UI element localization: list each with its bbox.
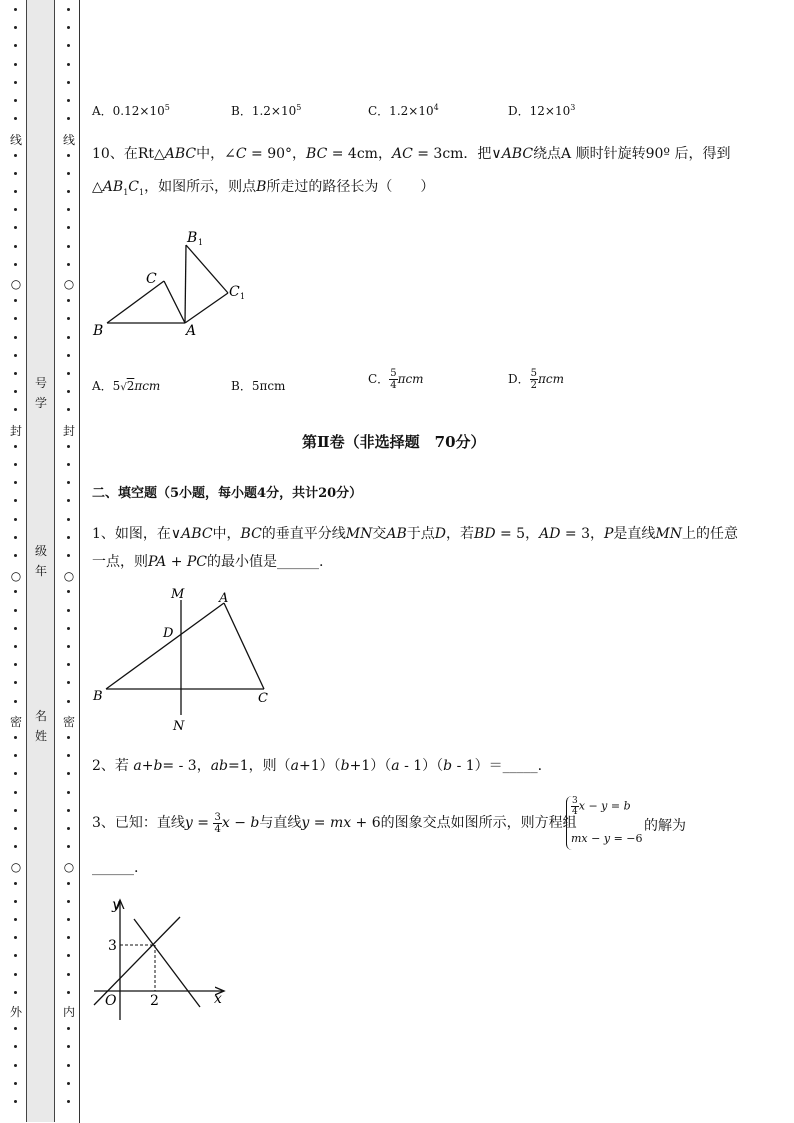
binding-dot (67, 554, 70, 557)
q1-label-c: C (258, 691, 268, 706)
part-2-heading: 第Ⅱ卷（非选择题 70分） (302, 433, 486, 451)
q3-label-2: 2 (150, 993, 159, 1009)
q10-label-c1-sub: 1 (240, 292, 246, 301)
left-mark-line: 线 (9, 133, 22, 147)
binding-dot (67, 226, 70, 229)
q10-option-d: D． $\frac{5}{2}$ πcm (508, 368, 564, 391)
left-mark-circle-1: ○ (10, 277, 22, 291)
binding-dot (67, 336, 70, 339)
q1-label-m: M (171, 587, 185, 602)
binding-dot (14, 336, 17, 339)
binding-dot (67, 481, 70, 484)
binding-dot (67, 154, 70, 157)
right-mark-line: 线 (62, 133, 75, 147)
binding-dot (67, 263, 70, 266)
binding-dot (14, 772, 17, 775)
left-mark-outer: 外 (9, 1005, 22, 1019)
binding-dot (67, 1027, 70, 1030)
binding-dot (67, 81, 70, 84)
binding-dot (14, 973, 17, 976)
label-ji: 级 (34, 544, 47, 558)
binding-dot (14, 991, 17, 994)
binding-dot (14, 954, 17, 957)
binding-dot (67, 900, 70, 903)
binding-dot (67, 845, 70, 848)
binding-dot (14, 900, 17, 903)
binding-dot (14, 791, 17, 794)
q3-solution-text: 的解为 (644, 818, 686, 834)
q10-option-b: B．5πcm (231, 379, 286, 393)
label-nian: 年 (34, 564, 47, 578)
binding-margin (0, 0, 82, 1123)
binding-dot (67, 791, 70, 794)
name-strip (26, 0, 55, 1122)
q3-label-origin: O (105, 993, 117, 1009)
binding-dot (14, 536, 17, 539)
binding-dot (14, 700, 17, 703)
q10-option-c: C． $\frac{5}{4}$ πcm (368, 368, 424, 391)
q3-system-eq-1: $\frac{3}{4}$ x − y = b (572, 796, 631, 817)
binding-dot (67, 882, 70, 885)
q1-line-1: 1、如图，在∨ABC中，BC的垂直平分线MN交AB于点D，若BD = 5，AD = 3，P是直线MN上的任意 (92, 526, 738, 542)
right-mark-circle-3: ○ (63, 860, 75, 874)
binding-dot (67, 518, 70, 521)
binding-dot (14, 117, 17, 120)
section-2-title: 二、填空题（5小题，每小题4分，共计20分） (92, 486, 363, 501)
binding-dot (14, 299, 17, 302)
binding-dot (67, 99, 70, 102)
binding-dot (14, 627, 17, 630)
binding-dot (14, 1100, 17, 1103)
right-mark-circle-2: ○ (63, 569, 75, 583)
binding-dot (67, 736, 70, 739)
binding-dot (14, 918, 17, 921)
binding-dot (67, 117, 70, 120)
binding-dot (14, 845, 17, 848)
binding-dot (67, 645, 70, 648)
binding-dot (67, 408, 70, 411)
binding-dot (14, 44, 17, 47)
left-mark-seal: 封 (9, 424, 22, 438)
binding-dot (67, 663, 70, 666)
binding-dot (14, 81, 17, 84)
left-mark-secret: 密 (9, 715, 22, 729)
binding-dot (67, 627, 70, 630)
binding-dot (67, 827, 70, 830)
binding-dot (67, 681, 70, 684)
q10-option-a: A．5√2πcm (92, 379, 161, 393)
binding-dot (14, 1045, 17, 1048)
binding-dot (14, 172, 17, 175)
binding-dot (67, 700, 70, 703)
binding-dot (67, 8, 70, 11)
binding-dot (67, 44, 70, 47)
binding-dot (14, 354, 17, 357)
binding-dot (14, 63, 17, 66)
binding-dot (67, 354, 70, 357)
q9-option-b: B．$1.2\times 10^5$ (231, 103, 302, 118)
binding-dot (14, 681, 17, 684)
binding-dot (14, 390, 17, 393)
binding-dot (14, 263, 17, 266)
left-mark-circle-3: ○ (10, 860, 22, 874)
q10-label-b: B (93, 323, 104, 339)
binding-dot (14, 736, 17, 739)
binding-dot (67, 190, 70, 193)
binding-dot (67, 208, 70, 211)
binding-dot (14, 936, 17, 939)
label-ming: 名 (34, 709, 47, 723)
q2-line: 2、若 a+b= - 3，ab=1，则（a+1）（b+1）（a - 1）（b - 1）＝_____. (92, 758, 543, 774)
label-xue: 学 (34, 396, 47, 410)
binding-dot (14, 445, 17, 448)
q9-option-c: C．$1.2\times 10^4$ (368, 103, 439, 118)
binding-dot (14, 1027, 17, 1030)
binding-dot (14, 609, 17, 612)
binding-dot (67, 1064, 70, 1067)
q1-label-d: D (163, 626, 174, 641)
binding-dot (14, 590, 17, 593)
q10-label-c1: C (229, 284, 240, 300)
binding-dot (67, 445, 70, 448)
q3-system-eq-2: mx − y = −6 (571, 832, 643, 845)
left-mark-circle-2: ○ (10, 569, 22, 583)
binding-dot (14, 809, 17, 812)
binding-dot (14, 645, 17, 648)
q3-answer-blank: ______. (92, 860, 139, 876)
binding-dot (14, 1082, 17, 1085)
binding-dot (67, 317, 70, 320)
q3-label-y: y (112, 897, 120, 913)
binding-dot (67, 772, 70, 775)
binding-dot (14, 190, 17, 193)
q10-figure (92, 225, 262, 345)
label-xing: 姓 (34, 729, 47, 743)
binding-dot (67, 26, 70, 29)
q1-label-b: B (93, 689, 103, 704)
binding-dot (67, 918, 70, 921)
q1-label-n: N (173, 719, 185, 734)
binding-dot (14, 245, 17, 248)
binding-dot (14, 518, 17, 521)
binding-dot (14, 26, 17, 29)
binding-dot (67, 390, 70, 393)
q10-line-2: $\triangle AB_1C_1$，如图所示，则点B所走过的路径长为（ ） (92, 179, 435, 197)
q9-option-d: D．$12\times 10^3$ (508, 103, 576, 118)
binding-dot (67, 609, 70, 612)
q10-label-b1-sub: 1 (198, 238, 204, 247)
binding-dot (67, 463, 70, 466)
binding-dot (14, 154, 17, 157)
q10-label-a: A (186, 323, 197, 339)
binding-dot (67, 536, 70, 539)
binding-dot (14, 208, 17, 211)
binding-dot (14, 754, 17, 757)
q1-figure (92, 585, 282, 735)
q10-label-c: C (146, 271, 157, 287)
margin-border-line (79, 0, 80, 1123)
binding-dot (14, 99, 17, 102)
q3-label-3: 3 (108, 938, 117, 954)
binding-dot (14, 827, 17, 830)
q3-equation-system (566, 796, 647, 850)
binding-dot (67, 172, 70, 175)
right-mark-secret: 密 (62, 715, 75, 729)
label-hao: 号 (34, 376, 47, 390)
q3-label-x: x (214, 991, 222, 1007)
q3-figure (92, 895, 232, 1025)
binding-dot (14, 499, 17, 502)
binding-dot (67, 299, 70, 302)
binding-dot (14, 1064, 17, 1067)
binding-dot (14, 663, 17, 666)
q10-line-1: 10、在Rt△ABC中，∠C = 90°，BC = 4cm，AC = 3cm．把∨ABC绕点A 顺时针旋转90º 后，得到 (92, 146, 731, 162)
binding-dot (67, 954, 70, 957)
q1-line-2: 一点，则PA + PC的最小值是______. (92, 554, 324, 570)
q9-option-a: A．$0.12\times 10^5$ (92, 103, 170, 118)
binding-dot (67, 1082, 70, 1085)
binding-dot (14, 8, 17, 11)
binding-dot (67, 1045, 70, 1048)
binding-dot (67, 245, 70, 248)
binding-dot (67, 1100, 70, 1103)
binding-dot (67, 372, 70, 375)
binding-dot (14, 372, 17, 375)
binding-dot (67, 936, 70, 939)
binding-dot (67, 754, 70, 757)
right-mark-seal: 封 (62, 424, 75, 438)
binding-dot (14, 226, 17, 229)
binding-dot (67, 590, 70, 593)
binding-dot (67, 973, 70, 976)
binding-dot (14, 317, 17, 320)
q10-label-b1: B (187, 230, 198, 246)
binding-dot (67, 809, 70, 812)
binding-dot (67, 63, 70, 66)
q1-label-a: A (219, 591, 229, 606)
right-mark-circle-1: ○ (63, 277, 75, 291)
binding-dot (14, 463, 17, 466)
binding-dot (67, 991, 70, 994)
binding-dot (14, 554, 17, 557)
binding-dot (14, 882, 17, 885)
binding-dot (14, 481, 17, 484)
binding-dot (14, 408, 17, 411)
q3-line-1: 3、已知：直线y = $\frac{3}{4}$ x − b与直线y = mx + 6的图象交点如图所示，则方程组 (92, 811, 577, 835)
binding-dot (67, 499, 70, 502)
right-mark-inner: 内 (62, 1005, 75, 1019)
